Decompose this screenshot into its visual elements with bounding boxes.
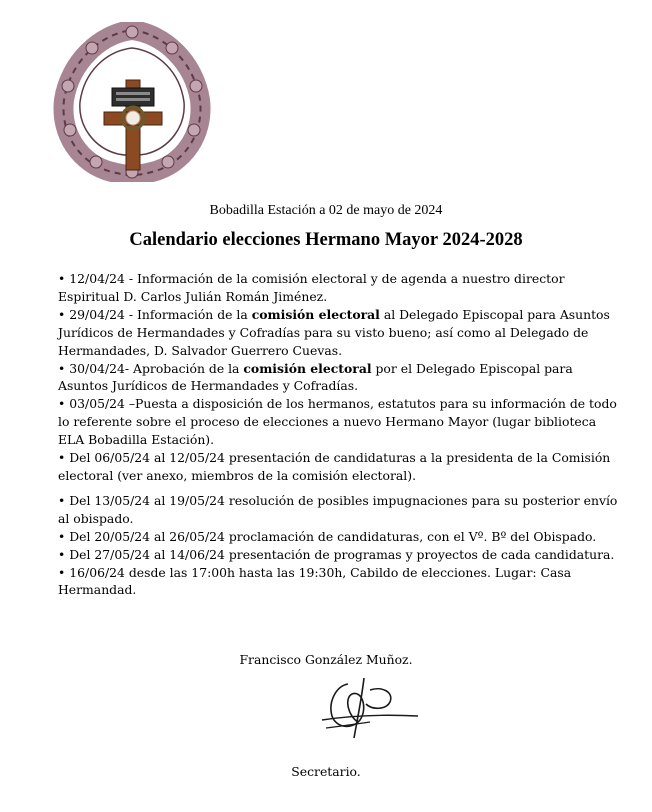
calendar-item: • 12/04/24 - Información de la comisión electoral y de agenda a nuestro director Espiritual D. Carlos Julián Román Jiménez.	[58, 271, 565, 304]
calendar-item: • 16/06/24 desde las 17:00h hasta las 19:30h, Cabildo de elecciones. Lugar: Casa Hermandad.	[58, 564, 572, 598]
signatory-name: Francisco González Muñoz.	[239, 652, 413, 667]
document-title: Calendario elecciones Hermano Mayor 2024-2028	[129, 230, 523, 250]
calendar-item: • Del 13/05/24 al 19/05/24 resolución de posibles impugnaciones para su posterior envío al obispado.	[58, 492, 618, 526]
highlight-text: comisión electoral	[251, 306, 380, 322]
brotherhood-emblem	[52, 22, 212, 182]
calendar-item: • 03/05/24 –Puesta a disposición de los hermanos, estatutos para su información de todo lo referente sobre el proceso de elecciones a nuevo Hermano Mayor (lugar biblioteca ELA Bobadilla Estación).	[58, 396, 617, 448]
calendar-item: • Del 20/05/24 al 26/05/24 proclamación de candidaturas, con el Vº. Bº del Obispado.	[58, 528, 597, 544]
highlight-text: comisión electoral	[243, 360, 372, 376]
handwritten-signature	[318, 672, 422, 742]
calendar-item: • 29/04/24 - Información de la comisión electoral al Delegado Episcopal para Asuntos Jurídicos de Hermandades y Cofradías para su visto bueno; así como al Delegado de Hermandades, D. Salvador Guerrero Cuevas.	[58, 306, 610, 358]
signatory-role: Secretario.	[291, 764, 361, 779]
document-dateline: Bobadilla Estación a 02 de mayo de 2024	[209, 203, 443, 218]
inri-plaque	[112, 88, 154, 106]
election-calendar-list	[58, 270, 626, 599]
calendar-item: • 30/04/24- Aprobación de la comisión electoral por el Delegado Episcopal para Asuntos Jurídicos de Hermandades y Cofradías.	[58, 360, 573, 394]
calendar-item: • Del 06/05/24 al 12/05/24 presentación de candidaturas a la presidenta de la Comisión electoral (ver anexo, miembros de la comisión electoral).	[58, 450, 611, 483]
calendar-item: • Del 27/05/24 al 14/06/24 presentación de programas y proyectos de cada candidatura.	[58, 546, 615, 562]
